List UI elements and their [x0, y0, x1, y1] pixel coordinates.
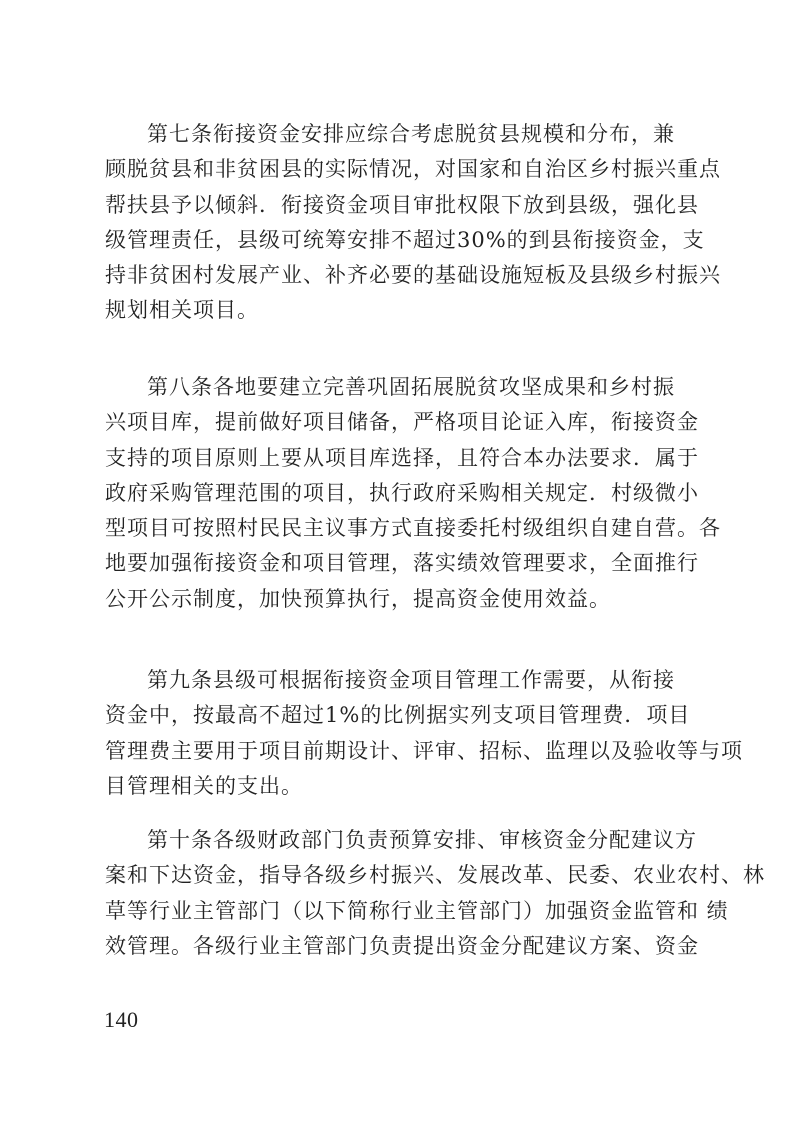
- paragraph-article-7: [105, 117, 721, 329]
- paragraph-article-8: [105, 370, 721, 617]
- paragraph-line: 第七条衔接资金安排应综合考虑脱贫县规模和分布，兼: [147, 122, 675, 146]
- paragraph-line: 公开公示制度，加快预算执行，提高资金使用效益。: [105, 586, 611, 611]
- paragraph-line: 管理费主要用于项目前期设计、评审、招标、监理以及验收等与项: [105, 738, 743, 763]
- paragraph-line: 政府采购管理范围的项目，执行政府采购相关规定．村级微小: [105, 480, 699, 505]
- paragraph-line: 地要加强衔接资金和项目管理，落实绩效管理要求，全面推行: [105, 551, 699, 576]
- paragraph-line: 帮扶县予以倾斜．衔接资金项目审批权限下放到县级，强化县: [105, 192, 699, 217]
- paragraph-line: 效管理。各级行业主管部门负责提出资金分配建议方案、资金: [105, 933, 699, 958]
- paragraph-line: 支持的项目原则上要从项目库选择，且符合本办法要求．属于: [105, 445, 699, 470]
- paragraph-line: 顾脱贫县和非贫困县的实际情况，对国家和自治区乡村振兴重点: [105, 157, 721, 182]
- paragraph-line: 兴项目库，提前做好项目储备，严格项目论证入库，衔接资金: [105, 410, 699, 435]
- paragraph-line: 级管理责任，县级可统筹安排不超过30%的到县衔接资金，支: [105, 227, 705, 252]
- paragraph-line: 目管理相关的支出。: [105, 773, 303, 798]
- paragraph-line: 规划相关项目。: [105, 298, 259, 323]
- paragraph-line: 持非贫困村发展产业、补齐必要的基础设施短板及县级乡村振兴: [105, 263, 721, 288]
- paragraph-line: 型项目可按照村民民主议事方式直接委托村级组织自建自营。各: [105, 516, 721, 541]
- paragraph-line: 第九条县级可根据衔接资金项目管理工作需要，从衔接: [147, 668, 675, 692]
- paragraph-line: 第八条各地要建立完善巩固拓展脱贫攻坚成果和乡村振: [147, 375, 675, 399]
- paragraph-line: 资金中，按最高不超过1%的比例据实列支项目管理费．项目: [105, 703, 691, 728]
- paragraph-article-9: [105, 663, 743, 804]
- paragraph-line: 案和下达资金，指导各级乡村振兴、发展改革、民委、农业农村、林: [105, 863, 765, 888]
- page-number: 140: [104, 1007, 139, 1032]
- paragraph-article-10: [105, 823, 765, 964]
- paragraph-line: 第十条各级财政部门负责预算安排、审核资金分配建议方: [147, 828, 697, 852]
- paragraph-line: 草等行业主管部门（以下简称行业主管部门）加强资金监管和 绩: [105, 898, 729, 923]
